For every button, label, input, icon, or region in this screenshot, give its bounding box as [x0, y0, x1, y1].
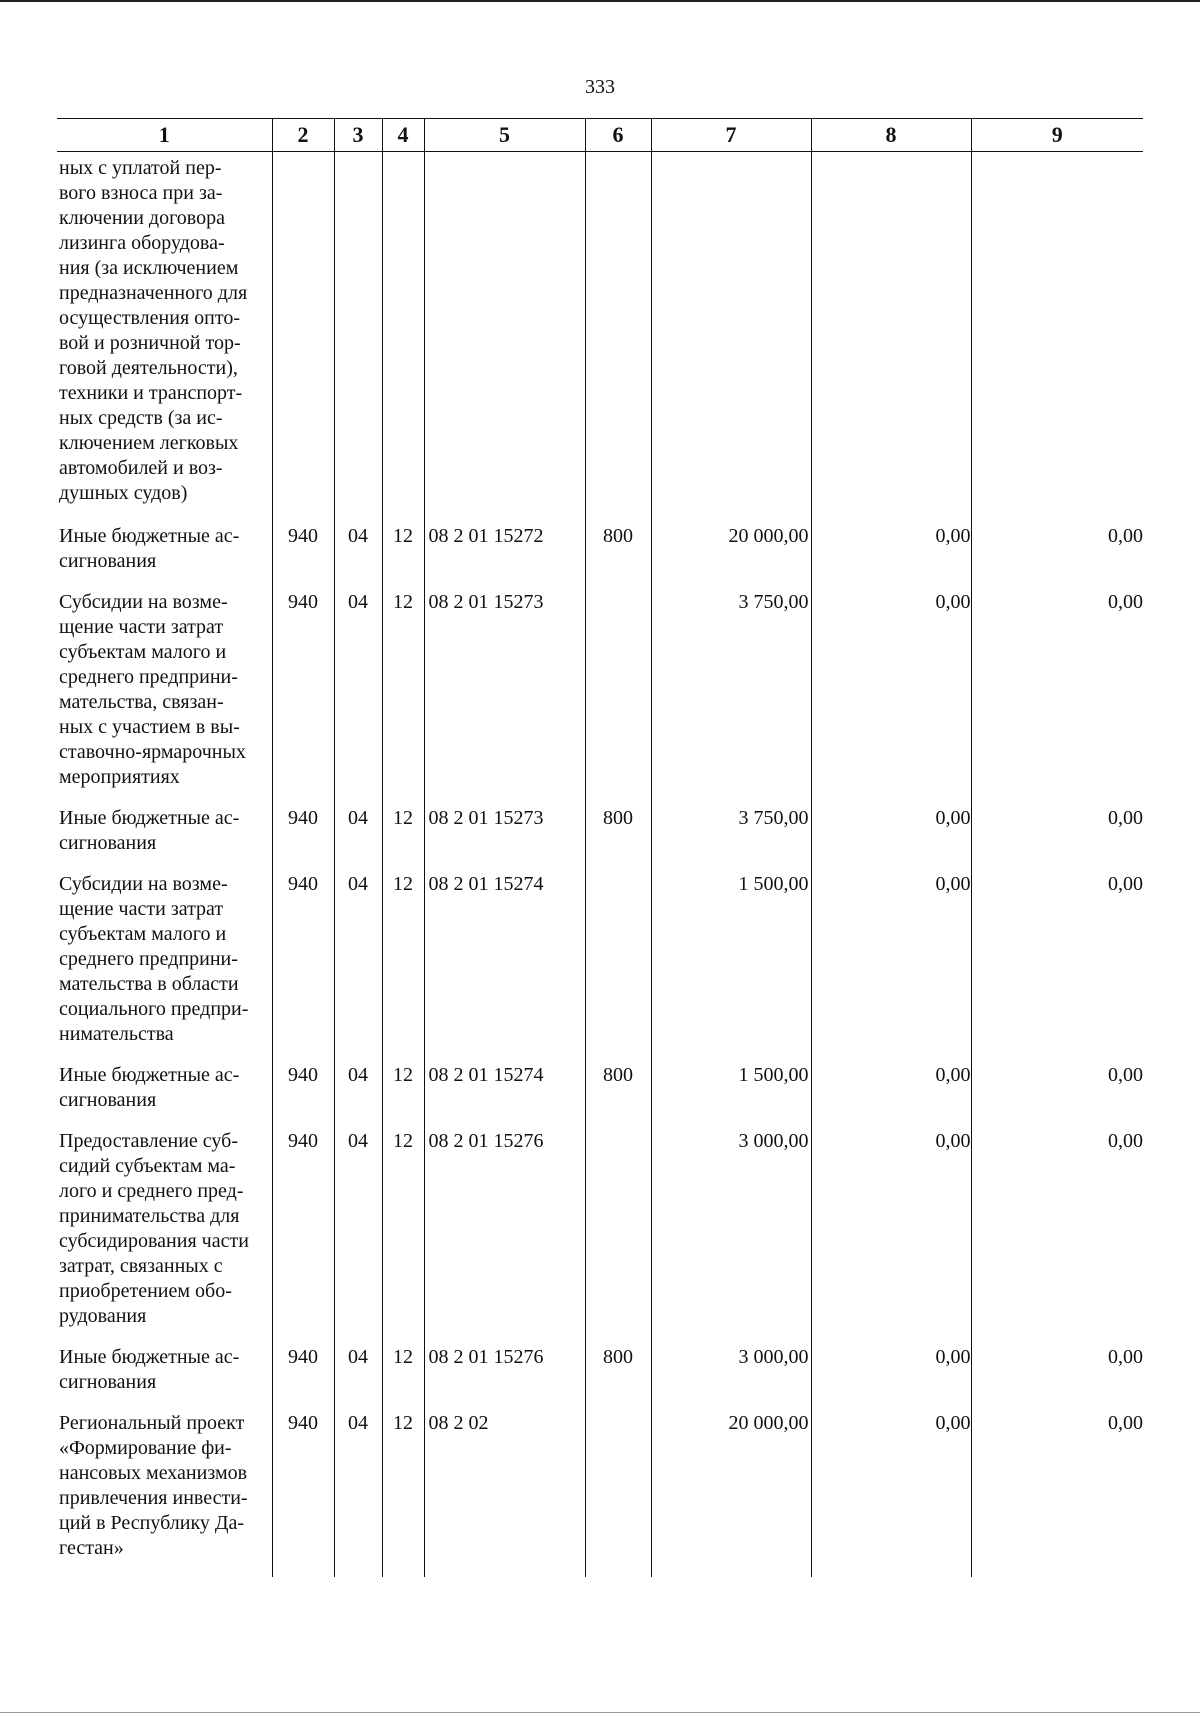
row-col8: 0,00 [811, 1129, 971, 1345]
row-col3: 04 [334, 590, 382, 806]
row-col4: 12 [382, 806, 424, 872]
column-header-2: 2 [272, 119, 334, 152]
row-col7: 1 500,00 [651, 872, 811, 1063]
row-col6: 800 [585, 524, 651, 590]
table-row [57, 872, 1143, 1063]
row-col6: 800 [585, 806, 651, 872]
row-name: Предоставление суб- сидий субъектам ма- лого и среднего пред- принимательства для субсидирования части затрат, связанных с приобретением обо- рудования [59, 1130, 249, 1327]
row-name: Иные бюджетные ас- сигнования [59, 525, 240, 572]
column-header-8: 8 [811, 119, 971, 152]
row-col7: 20 000,00 [651, 1411, 811, 1577]
table-row [57, 590, 1143, 806]
row-col4: 12 [382, 1345, 424, 1411]
row-col3: 04 [334, 1129, 382, 1345]
row-col5: 08 2 01 15276 [424, 1129, 585, 1345]
row-col5: 08 2 01 15273 [424, 590, 585, 806]
row-col8: 0,00 [811, 806, 971, 872]
row-col2: 940 [272, 590, 334, 806]
table-row [57, 1411, 1143, 1577]
row-col7: 3 000,00 [651, 1129, 811, 1345]
row-col7: 1 500,00 [651, 1063, 811, 1129]
row-col2 [272, 152, 334, 525]
row-col2: 940 [272, 1129, 334, 1345]
row-col2: 940 [272, 1411, 334, 1577]
budget-table [57, 118, 1143, 1577]
row-col5: 08 2 02 [424, 1411, 585, 1577]
row-col9 [971, 152, 1143, 525]
row-col7 [651, 152, 811, 525]
row-col2: 940 [272, 1063, 334, 1129]
row-col7: 3 750,00 [651, 590, 811, 806]
row-col4: 12 [382, 524, 424, 590]
row-col3: 04 [334, 806, 382, 872]
row-name: Субсидии на возме- щение части затрат субъектам малого и среднего предприни- мательства, связан- ных с участием в вы- ставочно-ярмарочных мероприятиях [59, 591, 246, 788]
row-col8 [811, 152, 971, 525]
row-col9: 0,00 [971, 590, 1143, 806]
row-col8: 0,00 [811, 590, 971, 806]
header-row [57, 119, 1143, 152]
row-col3: 04 [334, 524, 382, 590]
row-col9: 0,00 [971, 1129, 1143, 1345]
row-name: ных с уплатой пер- вого взноса при за- ключении договора лизинга оборудова- ния (за исключением предназначенного для осуществления опто- вой и розничной тор- говой деятельности), техники и транспорт- ных средств (за ис- ключением легковых автомобилей и воз- душных судов) [59, 157, 248, 504]
row-col4: 12 [382, 1411, 424, 1577]
row-col7: 3 750,00 [651, 806, 811, 872]
row-col5: 08 2 01 15276 [424, 1345, 585, 1411]
table-row [57, 152, 1143, 525]
page-number: 333 [585, 76, 615, 98]
column-header-6: 6 [585, 119, 651, 152]
row-name: Иные бюджетные ас- сигнования [59, 1064, 240, 1111]
row-col4: 12 [382, 1063, 424, 1129]
table-row [57, 1345, 1143, 1411]
row-col4: 12 [382, 590, 424, 806]
row-col3: 04 [334, 1345, 382, 1411]
row-col6 [585, 590, 651, 806]
row-col3: 04 [334, 872, 382, 1063]
table-row [57, 1063, 1143, 1129]
table-row [57, 1129, 1143, 1345]
column-header-9: 9 [971, 119, 1143, 152]
scan-border-top [0, 0, 1200, 2]
row-col6 [585, 1129, 651, 1345]
row-col9: 0,00 [971, 872, 1143, 1063]
row-col8: 0,00 [811, 1063, 971, 1129]
row-col8: 0,00 [811, 1411, 971, 1577]
row-col5: 08 2 01 15274 [424, 872, 585, 1063]
row-name: Иные бюджетные ас- сигнования [59, 807, 240, 854]
row-col4: 12 [382, 1129, 424, 1345]
table-row [57, 524, 1143, 590]
row-col5 [424, 152, 585, 525]
row-col6: 800 [585, 1345, 651, 1411]
row-col6 [585, 1411, 651, 1577]
scan-border-bottom [0, 1712, 1200, 1713]
row-col2: 940 [272, 524, 334, 590]
row-col3: 04 [334, 1063, 382, 1129]
row-col7: 20 000,00 [651, 524, 811, 590]
row-col9: 0,00 [971, 1411, 1143, 1577]
row-col8: 0,00 [811, 1345, 971, 1411]
column-header-7: 7 [651, 119, 811, 152]
row-col6 [585, 152, 651, 525]
row-col9: 0,00 [971, 1345, 1143, 1411]
column-header-3: 3 [334, 119, 382, 152]
row-col7: 3 000,00 [651, 1345, 811, 1411]
row-col2: 940 [272, 872, 334, 1063]
row-col8: 0,00 [811, 524, 971, 590]
row-col9: 0,00 [971, 524, 1143, 590]
row-col6 [585, 872, 651, 1063]
row-col2: 940 [272, 806, 334, 872]
row-col4 [382, 152, 424, 525]
row-col4: 12 [382, 872, 424, 1063]
row-col9: 0,00 [971, 1063, 1143, 1129]
row-name: Иные бюджетные ас- сигнования [59, 1346, 240, 1393]
column-header-4: 4 [382, 119, 424, 152]
column-header-1: 1 [57, 119, 272, 152]
row-col5: 08 2 01 15273 [424, 806, 585, 872]
row-col8: 0,00 [811, 872, 971, 1063]
row-name: Субсидии на возме- щение части затрат субъектам малого и среднего предприни- мательства в области социального предпри- нимательства [59, 873, 249, 1045]
table-row [57, 806, 1143, 872]
row-col5: 08 2 01 15274 [424, 1063, 585, 1129]
row-col9: 0,00 [971, 806, 1143, 872]
row-col3 [334, 152, 382, 525]
row-col3: 04 [334, 1411, 382, 1577]
row-name: Региональный проект «Формирование фи- нансовых механизмов привлечения инвести- ций в Республику Да- гестан» [59, 1412, 248, 1559]
column-header-5: 5 [424, 119, 585, 152]
row-col6: 800 [585, 1063, 651, 1129]
row-col5: 08 2 01 15272 [424, 524, 585, 590]
row-col2: 940 [272, 1345, 334, 1411]
